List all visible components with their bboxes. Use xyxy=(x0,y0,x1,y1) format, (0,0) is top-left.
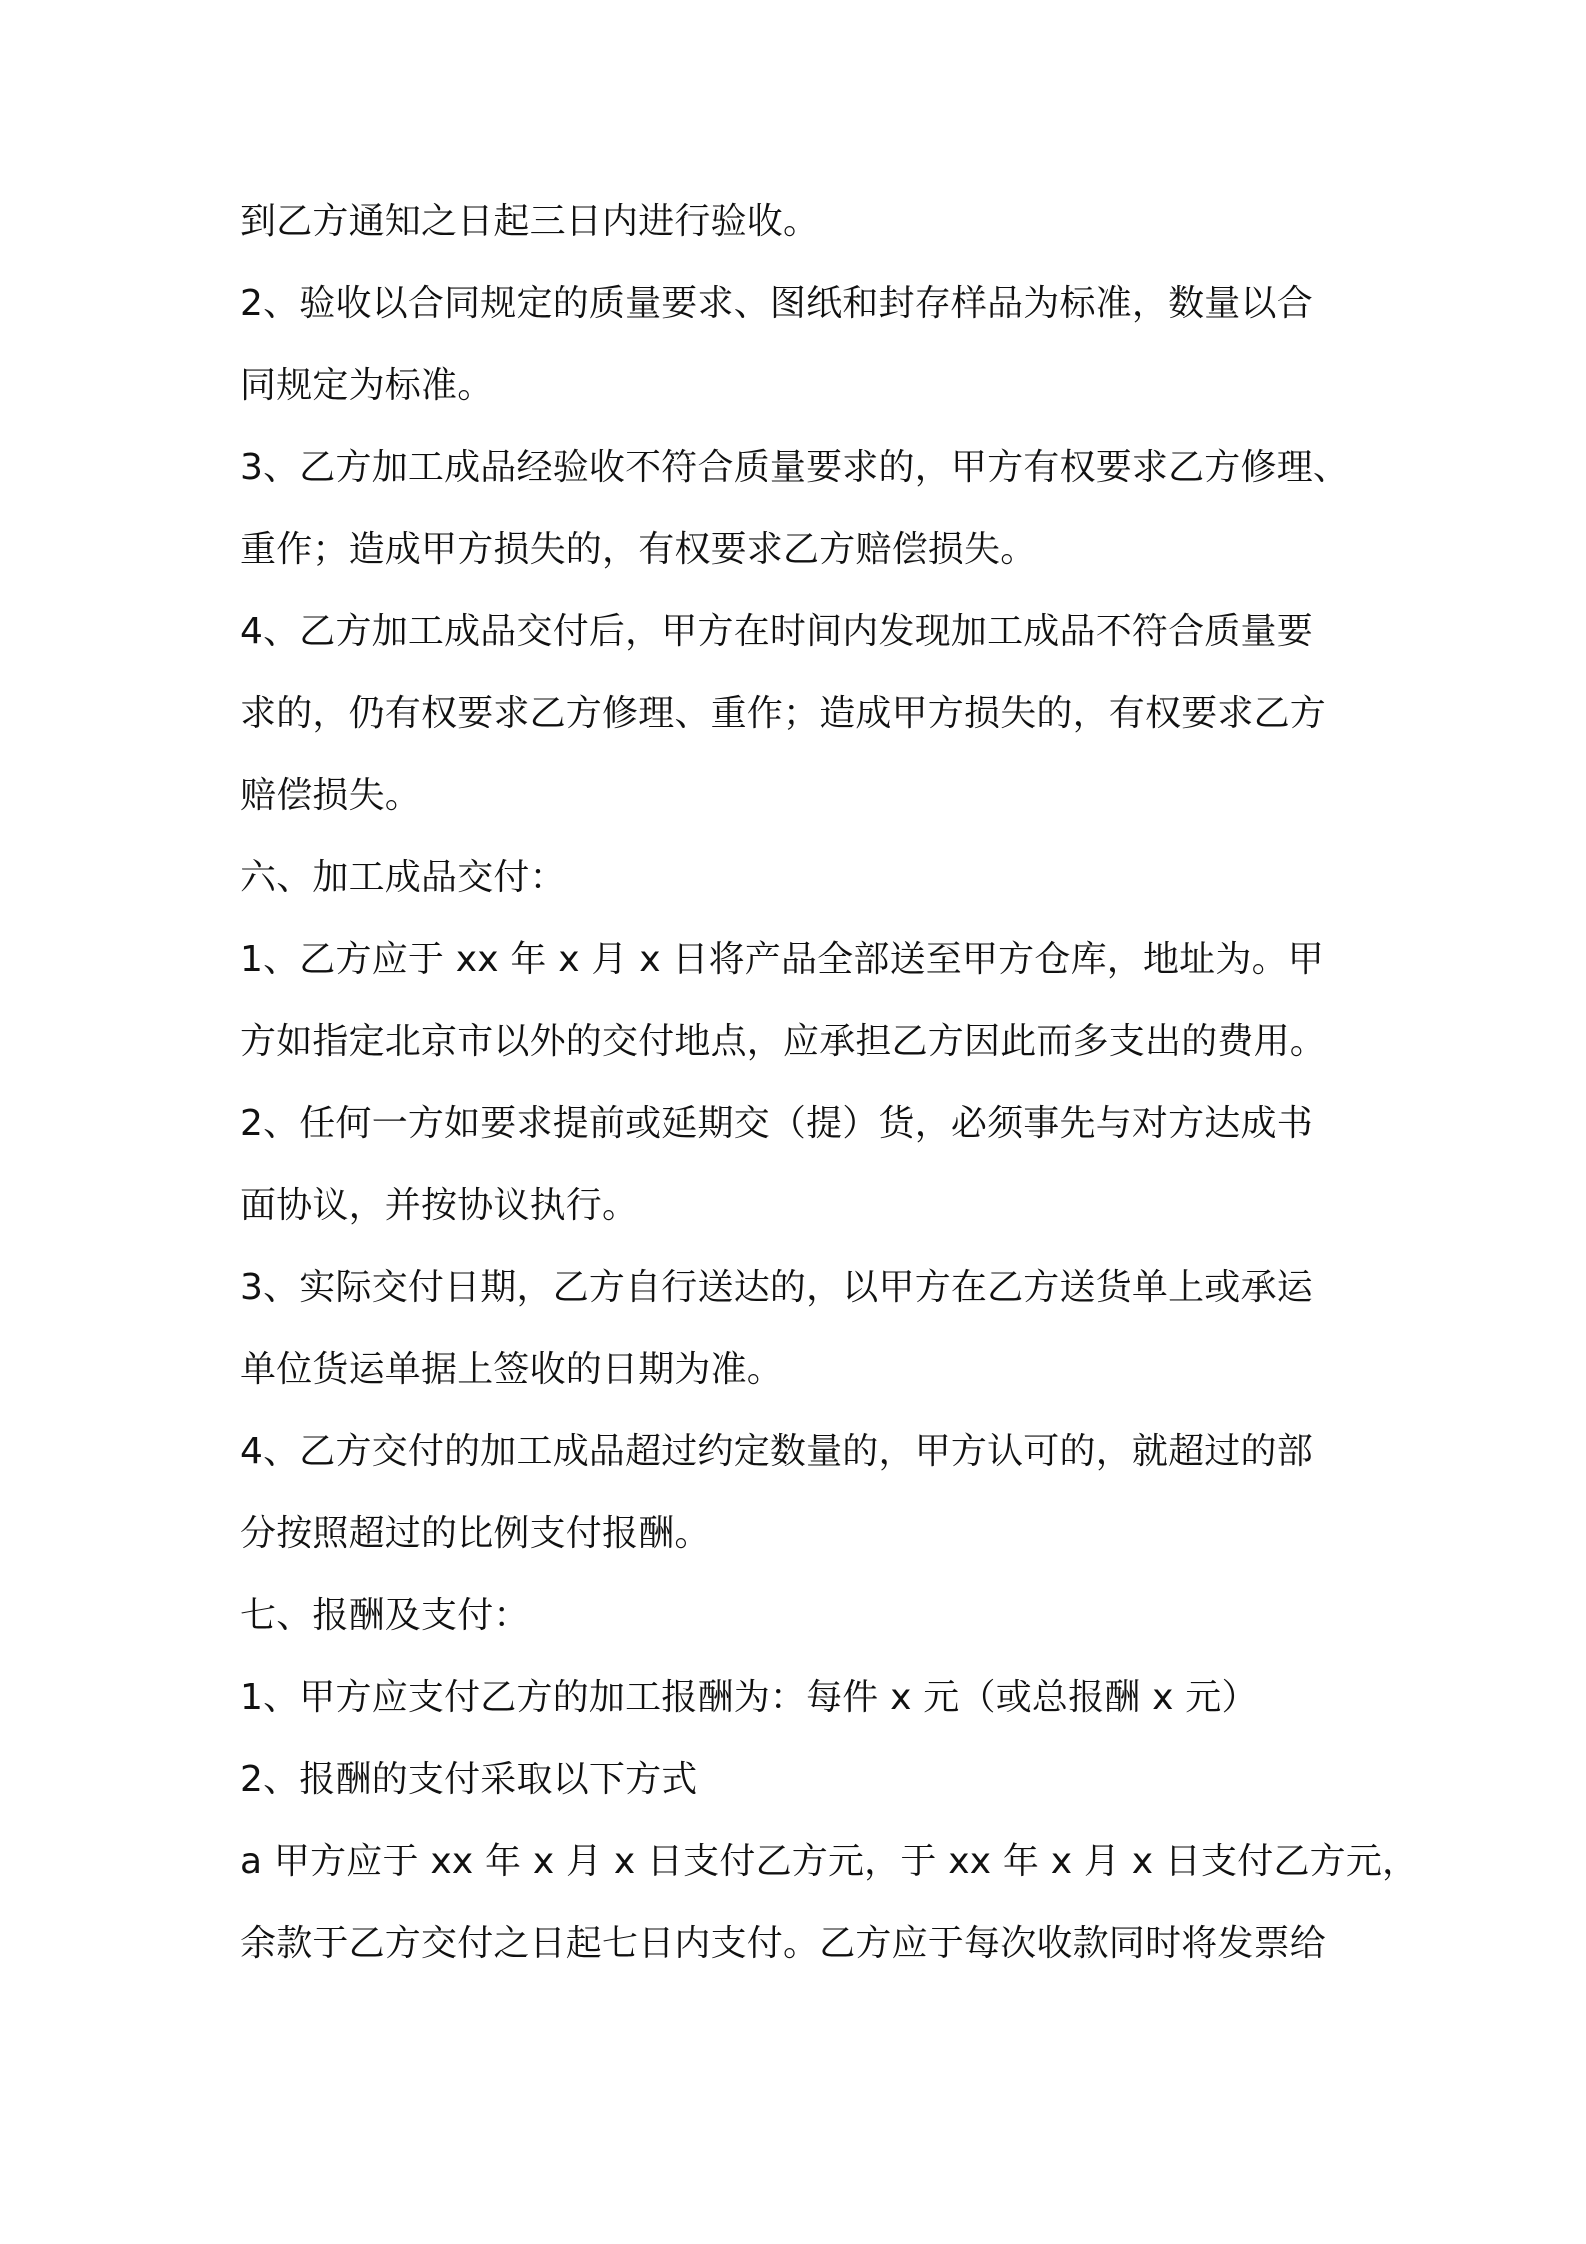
text-line: 单位货运单据上签收的日期为准。 xyxy=(240,1349,784,1390)
text-line: a 甲方应于 xx 年 x 月 x 日支付乙方元，于 xx 年 x 月 x 日支付乙方元， xyxy=(240,1841,1419,1882)
text-line: 3、乙方加工成品经验收不符合质量要求的，甲方有权要求乙方修理、 xyxy=(240,447,1350,488)
text-line: 3、实际交付日期，乙方自行送达的，以甲方在乙方送货单上或承运 xyxy=(240,1267,1313,1308)
text-line: 赔偿损失。 xyxy=(240,775,422,816)
text-line: 面协议，并按协议执行。 xyxy=(240,1185,639,1226)
text-line: 分按照超过的比例支付报酬。 xyxy=(240,1513,711,1554)
section-heading: 七、报酬及支付： xyxy=(240,1595,530,1636)
text-line: 同规定为标准。 xyxy=(240,365,494,406)
text-line: 1、乙方应于 xx 年 x 月 x 日将产品全部送至甲方仓库，地址为。甲 xyxy=(240,939,1324,980)
text-line: 到乙方通知之日起三日内进行验收。 xyxy=(240,201,820,242)
section-heading: 六、加工成品交付： xyxy=(240,857,566,898)
text-line: 余款于乙方交付之日起七日内支付。乙方应于每次收款同时将发票给 xyxy=(240,1923,1327,1964)
text-line: 求的，仍有权要求乙方修理、重作；造成甲方损失的，有权要求乙方 xyxy=(240,693,1327,734)
text-line: 4、乙方加工成品交付后，甲方在时间内发现加工成品不符合质量要 xyxy=(240,611,1313,652)
document-body xyxy=(240,198,1419,1968)
text-line: 2、验收以合同规定的质量要求、图纸和封存样品为标准，数量以合 xyxy=(240,283,1313,324)
text-line: 2、任何一方如要求提前或延期交（提）货，必须事先与对方达成书 xyxy=(240,1103,1313,1144)
text-line: 1、甲方应支付乙方的加工报酬为：每件 x 元（或总报酬 x 元） xyxy=(240,1677,1258,1718)
text-line: 重作；造成甲方损失的，有权要求乙方赔偿损失。 xyxy=(240,529,1037,570)
text-line: 方如指定北京市以外的交付地点，应承担乙方因此而多支出的费用。 xyxy=(240,1021,1327,1062)
text-line: 2、报酬的支付采取以下方式 xyxy=(240,1759,698,1800)
text-line: 4、乙方交付的加工成品超过约定数量的，甲方认可的，就超过的部 xyxy=(240,1431,1313,1472)
